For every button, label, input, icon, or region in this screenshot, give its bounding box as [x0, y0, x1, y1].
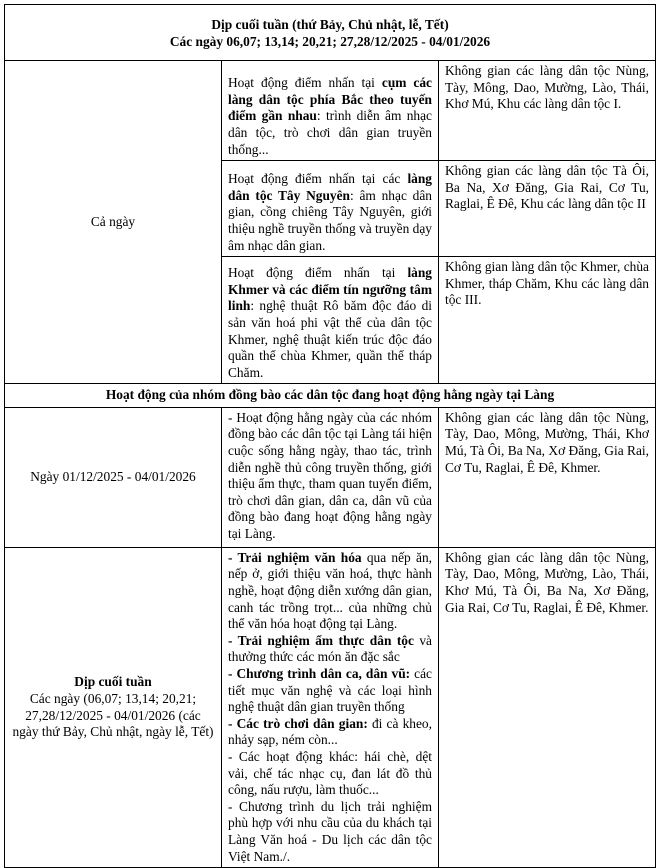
activity-text: Hoạt động điểm nhấn tại	[228, 265, 408, 281]
activity-item: - Trải nghiệm ẩm thực dân tộc và thưởng thức các món ăn đặc sắc	[228, 632, 432, 665]
activity-text: Hoạt động điểm nhấn tại	[228, 75, 382, 91]
section-row	[5, 384, 656, 408]
place-text: Không gian các làng dân tộc Tà Ôi, Ba Na, Xơ Đăng, Gia Rai, Cơ Tu, Raglai, Ê Đê, Khu các làng dân tộc II	[445, 163, 649, 212]
time-label: Cả ngày	[90, 213, 136, 229]
place-cell	[439, 547, 656, 867]
activity-cell	[222, 161, 439, 257]
header-cell	[5, 5, 656, 61]
place-cell	[439, 161, 656, 257]
place-text: Không gian các làng dân tộc Nùng, Tày, Dao, Mông, Mường, Thái, Khơ Mú, Tà Ôi, Ba Na, Xơ Đăng, Gia Rai, Cơ Tu, Raglai, Ê Đê, Khmer.	[445, 409, 649, 475]
time-cell	[5, 61, 222, 384]
activity-item: - Trải nghiệm văn hóa qua nếp ăn, nếp ở, giới thiệu văn hoá, thực hành nghề, hoạt động diễn xướng dân gian, canh tác trồng trọt... của những chủ thể văn hóa hoạt động tại Làng.	[228, 549, 432, 632]
schedule-table	[4, 4, 656, 868]
activity-text: : nghệ thuật Rô băm độc đáo di sản văn hoá phi vật thể của dân tộc Khmer, nghệ thuật kiến trúc độc đáo quần thể chùa Khmer, quần thể tháp Chăm.	[228, 298, 432, 380]
place-text: Không gian các làng dân tộc Nùng, Tày, Dao, Mông, Mường, Lào, Thái, Khơ Mú, Tà Ôi, Ba Na, Xơ Đăng, Gia Rai, Cơ Tu, Raglai, Ê Đê, Khmer.	[445, 549, 649, 615]
activity-item: - Chương trình dân ca, dân vũ: các tiết mục văn nghệ và các loại hình nghệ thuật dân gian truyền thống	[228, 666, 432, 715]
activity-item: - Các trò chơi dân gian: đi cà kheo, nhảy sạp, ném còn...	[228, 715, 432, 748]
time-label: Ngày 01/12/2025 - 04/01/2026	[30, 469, 196, 485]
place-text: Không gian các làng dân tộc Nùng, Tày, Mông, Dao, Mường, Lào, Thái, Khơ Mú, Khu các làng dân tộc I.	[445, 63, 649, 112]
place-cell	[439, 407, 656, 547]
activity-cell	[222, 257, 439, 384]
time-cell	[5, 407, 222, 547]
activity-cell	[222, 61, 439, 161]
place-cell	[439, 257, 656, 384]
table-row	[5, 61, 656, 161]
activity-item: - Các hoạt động khác: hái chè, dệt vải, chế tác nhạc cụ, đan lát đồ thủ công, nấu rượu, làm thuốc...	[228, 749, 432, 798]
time-detail: Các ngày (06,07; 13,14; 20,21; 27,28/12/2025 - 04/01/2026 (các ngày thứ Bảy, Chủ nhật, ngày lễ, Tết)	[12, 690, 214, 740]
activity-text: Hoạt động điểm nhấn tại các	[228, 171, 408, 187]
activity-cell	[222, 407, 439, 547]
place-text: Không gian làng dân tộc Khmer, chùa Khmer, tháp Chăm, Khu các làng dân tộc III.	[445, 259, 649, 308]
header-row	[5, 5, 656, 61]
activity-highlight: làng dân tộc Tây Nguyên	[228, 171, 432, 203]
activity-highlight: cụm các làng dân tộc phía Bắc theo tuyến điểm gần nhau	[228, 75, 432, 124]
table-row	[5, 547, 656, 867]
activity-text: : âm nhạc dân gian, cồng chiêng Tây Nguyên, giới thiệu nghề truyền thống và truyền dạy âm nhạc dân gian.	[228, 187, 432, 253]
activity-text: - Hoạt động hằng ngày của các nhóm đồng bào các dân tộc tại Làng tái hiện cuộc sống hằng ngày, thao tác, trình diễn nghề thủ công truyền thống, giới thiệu ẩm thực, tham quan tuyến điểm, trò chơi dân gian, dân ca, dân vũ của đồng bào đang hoạt động hằng ngày tại Làng.	[228, 409, 432, 542]
header-title: Dịp cuối tuần (thứ Bảy, Chủ nhật, lễ, Tết)	[211, 17, 449, 32]
activity-text: : trình diễn âm nhạc dân tộc, trò chơi dân gian truyền thống...	[228, 108, 432, 157]
activity-highlight: làng Khmer và các điểm tín ngưỡng tâm linh	[228, 265, 432, 314]
section-title: Hoạt động của nhóm đồng bào các dân tộc đang hoạt động hằng ngày tại Làng	[5, 384, 656, 408]
table-row	[5, 407, 656, 547]
activity-cell	[222, 547, 439, 867]
header-dates: Các ngày 06,07; 13,14; 20,21; 27,28/12/2025 - 04/01/2026	[169, 33, 491, 49]
place-cell	[439, 61, 656, 161]
time-title: Dịp cuối tuần	[74, 674, 152, 690]
time-cell	[5, 547, 222, 867]
activity-item: - Chương trình du lịch trải nghiệm phù hợp với nhu cầu của du khách tại Làng Văn hoá - Du lịch các dân tộc Việt Nam./.	[228, 798, 432, 864]
